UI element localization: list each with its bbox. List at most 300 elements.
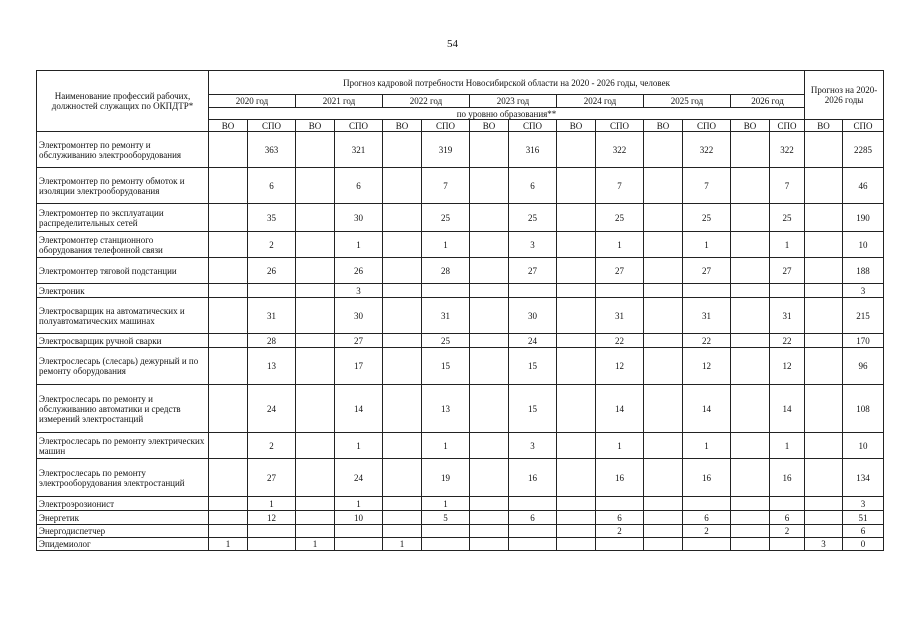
spo-value [248,284,296,298]
vo-value [731,525,770,538]
year-header: 2026 год [731,95,805,108]
spo-value: 30 [335,298,383,334]
table-row [37,298,884,334]
vo-value [557,433,596,459]
year-header: 2025 год [644,95,731,108]
spo-value: 134 [843,459,884,497]
profession-name: Электрослесарь по ремонту электрооборудования электростанций [37,459,209,497]
spo-value: 14 [596,385,644,433]
vo-value [644,433,683,459]
vo-value [209,168,248,204]
spo-value: 31 [596,298,644,334]
education-level-header: по уровню образования** [209,108,805,120]
vo-value [731,204,770,232]
vo-header: ВО [209,120,248,132]
forecast-title-header: Прогноз кадровой потребности Новосибирской области на 2020 - 2026 годы, человек [209,71,805,95]
spo-value: 26 [248,258,296,284]
table-row [37,284,884,298]
vo-value [805,459,843,497]
spo-value: 25 [683,204,731,232]
table-row [37,348,884,385]
vo-value [644,511,683,525]
spo-value: 319 [422,132,470,168]
vo-value [296,511,335,525]
vo-header: ВО [805,120,843,132]
vo-value [805,132,843,168]
vo-value [383,525,422,538]
spo-value: 25 [596,204,644,232]
vo-value [383,511,422,525]
vo-value [731,284,770,298]
spo-value: 46 [843,168,884,204]
vo-value [209,525,248,538]
vo-value [805,298,843,334]
spo-value: 188 [843,258,884,284]
spo-value: 12 [683,348,731,385]
vo-value [383,348,422,385]
vo-value [383,204,422,232]
vo-value [209,334,248,348]
spo-value: 17 [335,348,383,385]
year-header: 2023 год [470,95,557,108]
vo-value [470,525,509,538]
vo-value [383,459,422,497]
spo-value: 22 [770,334,805,348]
spo-value: 24 [335,459,383,497]
vo-value: 1 [383,538,422,551]
vo-value: 1 [296,538,335,551]
spo-value [683,538,731,551]
spo-value: 170 [843,334,884,348]
vo-value [470,538,509,551]
vo-value [383,168,422,204]
vo-value: 1 [209,538,248,551]
vo-value [731,298,770,334]
vo-value [557,538,596,551]
vo-value [644,385,683,433]
vo-value [805,232,843,258]
vo-value [209,348,248,385]
spo-value: 30 [335,204,383,232]
spo-header: СПО [683,120,731,132]
vo-value [731,385,770,433]
spo-value: 25 [422,334,470,348]
spo-value: 1 [683,433,731,459]
spo-value: 2 [248,433,296,459]
spo-value: 25 [509,204,557,232]
spo-value [683,284,731,298]
spo-value: 6 [770,511,805,525]
profession-name: Электроэрозионист [37,497,209,511]
spo-value: 6 [596,511,644,525]
table-row [37,511,884,525]
workforce-forecast-table [36,70,884,551]
spo-header: СПО [509,120,557,132]
vo-value [296,334,335,348]
vo-value [557,459,596,497]
spo-value [596,284,644,298]
vo-value [209,132,248,168]
spo-value: 15 [422,348,470,385]
spo-value: 10 [843,433,884,459]
spo-value: 12 [770,348,805,385]
spo-value: 1 [248,497,296,511]
spo-value: 2 [596,525,644,538]
vo-value [470,232,509,258]
spo-value [422,538,470,551]
spo-value: 19 [422,459,470,497]
vo-value [557,298,596,334]
spo-value: 1 [335,433,383,459]
spo-value: 321 [335,132,383,168]
vo-value [383,232,422,258]
vo-value [731,511,770,525]
spo-value: 1 [422,232,470,258]
spo-value [509,538,557,551]
vo-value [644,284,683,298]
spo-value: 322 [683,132,731,168]
vo-value [557,232,596,258]
vo-value [209,497,248,511]
profession-name: Энергодиспетчер [37,525,209,538]
spo-value: 24 [509,334,557,348]
spo-value: 22 [683,334,731,348]
spo-value: 10 [335,511,383,525]
vo-value [805,497,843,511]
vo-value [644,497,683,511]
vo-value [470,385,509,433]
vo-value [383,132,422,168]
vo-value [557,258,596,284]
vo-value [470,132,509,168]
spo-header: СПО [422,120,470,132]
vo-value [296,204,335,232]
spo-value: 2285 [843,132,884,168]
spo-value: 316 [509,132,557,168]
vo-header: ВО [296,120,335,132]
vo-value [383,298,422,334]
spo-value [770,497,805,511]
spo-value: 7 [422,168,470,204]
vo-value [296,284,335,298]
vo-value [557,204,596,232]
spo-value: 322 [596,132,644,168]
spo-value: 12 [248,511,296,525]
spo-value [248,525,296,538]
spo-value: 27 [770,258,805,284]
vo-value: 3 [805,538,843,551]
spo-value: 51 [843,511,884,525]
spo-value: 13 [422,385,470,433]
vo-value [805,334,843,348]
spo-header: СПО [335,120,383,132]
vo-value [805,284,843,298]
vo-value [296,459,335,497]
vo-value [470,258,509,284]
vo-value [557,525,596,538]
spo-value: 5 [422,511,470,525]
vo-header: ВО [470,120,509,132]
spo-value: 16 [596,459,644,497]
spo-value: 6 [248,168,296,204]
spo-value: 12 [596,348,644,385]
vo-value [296,232,335,258]
vo-value [383,497,422,511]
profession-name: Электромонтер по эксплуатации распределительных сетей [37,204,209,232]
spo-header: СПО [248,120,296,132]
vo-value [557,511,596,525]
spo-value: 16 [770,459,805,497]
profession-name: Энергетик [37,511,209,525]
vo-value [731,168,770,204]
spo-value: 26 [335,258,383,284]
spo-value: 1 [770,433,805,459]
table-row [37,168,884,204]
vo-value [209,284,248,298]
vo-value [805,258,843,284]
profession-name: Электрослесарь по ремонту электрических машин [37,433,209,459]
vo-value [644,132,683,168]
vo-value [296,385,335,433]
vo-value [470,497,509,511]
spo-value: 28 [422,258,470,284]
vo-value [731,348,770,385]
spo-value [509,525,557,538]
spo-value [596,538,644,551]
vo-value [296,525,335,538]
spo-value: 16 [509,459,557,497]
vo-value [470,511,509,525]
spo-value [596,497,644,511]
vo-value [805,204,843,232]
spo-value: 6 [335,168,383,204]
spo-value: 24 [248,385,296,433]
vo-value [470,204,509,232]
spo-value: 108 [843,385,884,433]
vo-value [209,204,248,232]
vo-value [383,385,422,433]
vo-value [731,459,770,497]
vo-value [296,433,335,459]
year-header: 2020 год [209,95,296,108]
spo-value: 1 [596,232,644,258]
spo-value: 1 [422,433,470,459]
spo-value: 6 [509,511,557,525]
spo-value: 27 [509,258,557,284]
vo-header: ВО [731,120,770,132]
spo-value: 10 [843,232,884,258]
vo-value [209,258,248,284]
vo-value [209,433,248,459]
vo-value [296,298,335,334]
vo-value [805,511,843,525]
spo-value: 27 [683,258,731,284]
vo-value [470,284,509,298]
vo-value [731,538,770,551]
year-header: 2021 год [296,95,383,108]
spo-value: 6 [843,525,884,538]
vo-value [470,348,509,385]
vo-value [731,232,770,258]
vo-value [209,298,248,334]
vo-value [470,433,509,459]
vo-value [644,232,683,258]
vo-header: ВО [557,120,596,132]
spo-value: 25 [422,204,470,232]
spo-value: 3 [509,433,557,459]
spo-value: 15 [509,348,557,385]
table-row [37,334,884,348]
vo-value [557,132,596,168]
spo-value [770,284,805,298]
spo-value: 14 [683,385,731,433]
spo-value [509,284,557,298]
spo-value: 27 [596,258,644,284]
vo-value [731,497,770,511]
table-row [37,385,884,433]
vo-value [209,511,248,525]
vo-value [644,459,683,497]
spo-value: 2 [770,525,805,538]
table-row [37,538,884,551]
profession-name: Электроник [37,284,209,298]
spo-value: 14 [770,385,805,433]
spo-value: 2 [683,525,731,538]
vo-value [731,132,770,168]
spo-value: 31 [248,298,296,334]
vo-value [470,459,509,497]
spo-value [509,497,557,511]
vo-value [296,132,335,168]
vo-value [470,168,509,204]
spo-value [335,525,383,538]
spo-value: 25 [770,204,805,232]
vo-value [731,433,770,459]
vo-value [209,385,248,433]
vo-value [383,334,422,348]
spo-value: 13 [248,348,296,385]
spo-value [683,497,731,511]
vo-value [296,497,335,511]
vo-header: ВО [644,120,683,132]
spo-value [422,525,470,538]
table-row [37,459,884,497]
spo-value: 3 [843,284,884,298]
spo-value: 1 [770,232,805,258]
spo-value: 22 [596,334,644,348]
spo-value: 1 [335,232,383,258]
vo-value [383,284,422,298]
table-row [37,204,884,232]
year-header: 2024 год [557,95,644,108]
profession-name: Электросварщик на автоматических и полуавтоматических машинах [37,298,209,334]
profession-name: Электрослесарь (слесарь) дежурный и по ремонту оборудования [37,348,209,385]
vo-value [731,334,770,348]
profession-name: Электромонтер тяговой подстанции [37,258,209,284]
vo-value [296,258,335,284]
table-row [37,232,884,258]
spo-value: 6 [509,168,557,204]
vo-value [644,204,683,232]
vo-value [644,334,683,348]
spo-value: 215 [843,298,884,334]
spo-value: 31 [683,298,731,334]
vo-value [644,168,683,204]
spo-value: 7 [770,168,805,204]
vo-value [644,525,683,538]
spo-value: 28 [248,334,296,348]
spo-value: 16 [683,459,731,497]
page-number: 54 [447,38,458,50]
vo-value [209,232,248,258]
spo-value: 3 [843,497,884,511]
spo-value: 14 [335,385,383,433]
spo-value: 31 [422,298,470,334]
vo-value [296,348,335,385]
spo-value: 27 [335,334,383,348]
spo-value: 96 [843,348,884,385]
spo-header: СПО [770,120,805,132]
vo-value [557,385,596,433]
spo-value: 2 [248,232,296,258]
vo-value [209,459,248,497]
table-row [37,258,884,284]
profession-name: Электромонтер станционного оборудования телефонной связи [37,232,209,258]
profession-name: Электромонтер по ремонту обмоток и изоляции электрооборудования [37,168,209,204]
vo-value [644,258,683,284]
vo-value [557,168,596,204]
spo-value: 322 [770,132,805,168]
vo-value [557,348,596,385]
spo-value [248,538,296,551]
vo-value [805,348,843,385]
spo-value: 6 [683,511,731,525]
vo-value [296,168,335,204]
profession-name: Эпидемиолог [37,538,209,551]
table-row [37,525,884,538]
spo-value: 7 [683,168,731,204]
vo-value [805,433,843,459]
vo-value [644,298,683,334]
vo-value [644,348,683,385]
spo-value: 7 [596,168,644,204]
vo-value [557,497,596,511]
spo-value: 15 [509,385,557,433]
profession-name: Электросварщик ручной сварки [37,334,209,348]
table-row [37,497,884,511]
vo-value [383,258,422,284]
spo-value: 3 [335,284,383,298]
vo-value [644,538,683,551]
profession-name: Электрослесарь по ремонту и обслуживанию автоматики и средств измерений электростанций [37,385,209,433]
spo-value: 3 [509,232,557,258]
table-row [37,132,884,168]
spo-value [422,284,470,298]
total-forecast-header: Прогноз на 2020-2026 годы [805,71,884,120]
vo-value [557,284,596,298]
spo-value: 1 [683,232,731,258]
vo-value [731,258,770,284]
spo-value: 1 [422,497,470,511]
spo-value: 190 [843,204,884,232]
vo-value [470,298,509,334]
spo-value [770,538,805,551]
profession-name-header: Наименование профессий рабочих, должностей служащих по ОКПДТР* [37,71,209,132]
year-header: 2022 год [383,95,470,108]
vo-value [805,168,843,204]
profession-name: Электромонтер по ремонту и обслуживанию электрооборудования [37,132,209,168]
spo-value: 1 [335,497,383,511]
